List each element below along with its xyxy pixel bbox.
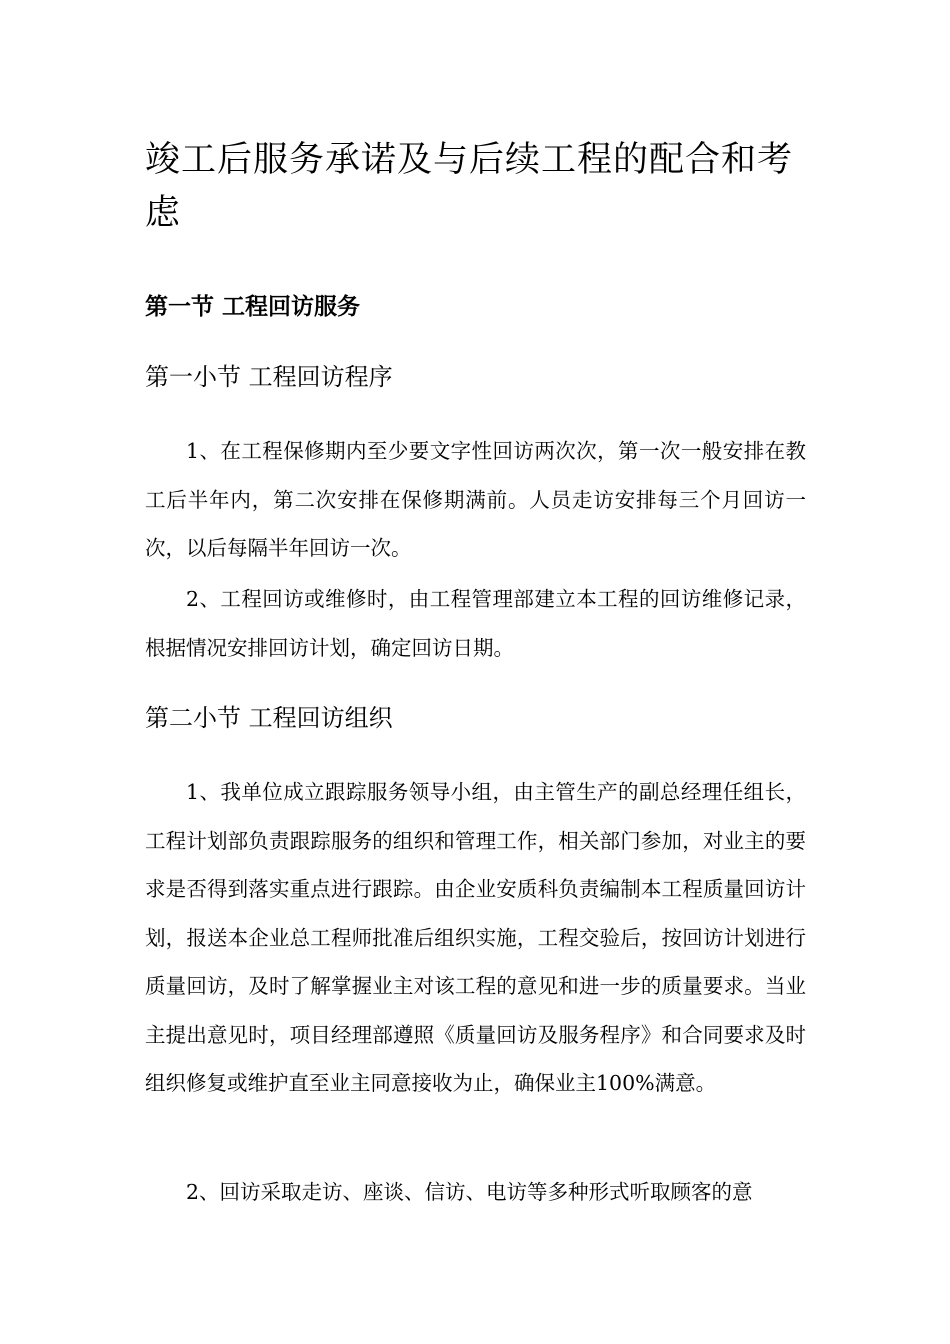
subsection-heading-procedure: 第一小节 工程回访程序 bbox=[145, 363, 393, 391]
paragraph-procedure-1: 1、在工程保修期内至少要文字性回访两次次，第一次一般安排在教工后半年内，第二次安排在保修期满前。人员走访安排每三个月回访一次，以后每隔半年回访一次。 bbox=[145, 439, 806, 560]
paragraph-organization-2: 2、回访采取走访、座谈、信访、电访等多种形式听取顾客的意 bbox=[186, 1180, 753, 1204]
section-heading: 第一节 工程回访服务 bbox=[145, 294, 361, 320]
document-title: 竣工后服务承诺及与后续工程的配合和考虑 bbox=[145, 140, 794, 233]
paragraph-procedure-2: 2、工程回访或维修时，由工程管理部建立本工程的回访维修记录，根据情况安排回访计划，确定回访日期。 bbox=[145, 587, 806, 660]
subsection-heading-organization: 第二小节 工程回访组织 bbox=[145, 704, 393, 732]
paragraph-organization-1: 1、我单位成立跟踪服务领导小组，由主管生产的副总经理任组长，工程计划部负责跟踪服务的组织和管理工作，相关部门参加，对业主的要求是否得到落实重点进行跟踪。由企业安质科负责编制本工程质量回访计划，报送本企业总工程师批准后组织实施，工程交验后，按回访计划进行质量回访，及时了解掌握业主对该工程的意见和进一步的质量要求。当业主提出意见时，项目经理部遵照《质量回访及服务程序》和合同要求及时组织修复或维护直至业主同意接收为止，确保业主100%满意。 bbox=[145, 780, 806, 1095]
